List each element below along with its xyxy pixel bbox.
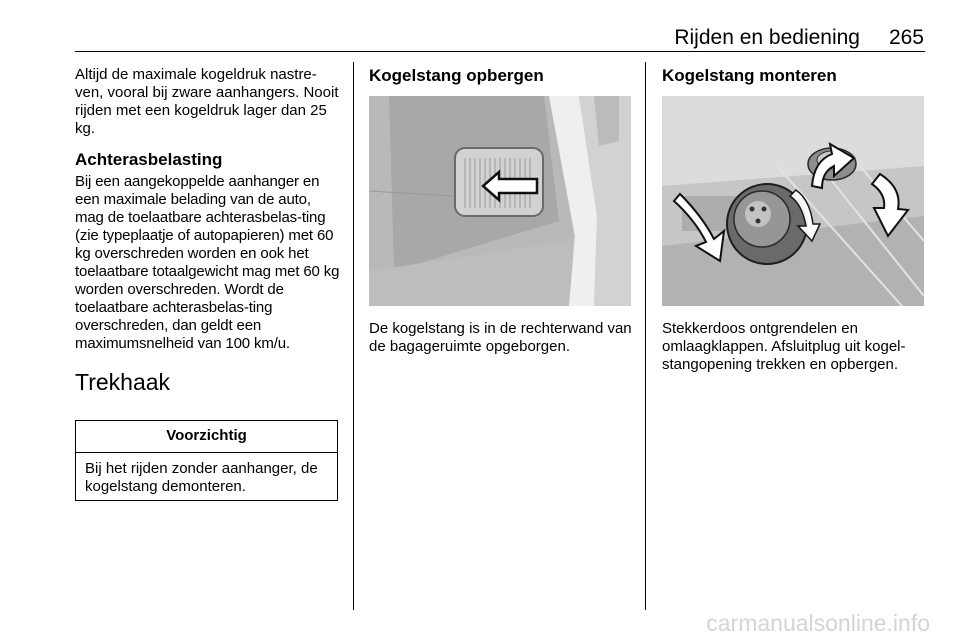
intro-paragraph: Altijd de maximale kogeldruk nastre-ven, vooral bij zware aanhangers. Nooit rijden met een kogeldruk lager dan 25 kg. [75, 66, 339, 137]
section-paragraph: Bij een aangekoppelde aanhanger en een maximale belading van de auto, mag de toelaatbare achterasbelas-ting (zie typeplaatje of autopapieren) met 60 kg overschreden worden en ook het toelaatbare totaalgewicht mag met 60 kg worden overschreden. Wordt de toelaatbare achterasbelas-ting overschreden, dan geldt een maximumsnelheid van 100 km/u. [75, 173, 340, 352]
caution-text: Bij het rijden zonder aanhanger, de kogelstang demonteren. [85, 460, 318, 495]
caution-box [75, 420, 338, 501]
right-caption: Stekkerdoos ontgrendelen en omlaagklappen. Afsluitplug uit kogel-stangopening trekken en opbergen. [662, 320, 906, 373]
chapter-heading-trekhaak: Trekhaak [75, 369, 171, 395]
page-number: 265 [888, 26, 924, 49]
column-divider-right [645, 62, 646, 610]
watermark: carmanualsonline.info [706, 610, 930, 636]
section-heading-achterasbelasting: Achterasbelasting [75, 150, 223, 169]
page-header-title: Rijden en bediening [674, 26, 860, 49]
left-column [75, 66, 341, 395]
middle-heading: Kogelstang opbergen [369, 66, 544, 85]
socket-mounting-illustration [662, 96, 924, 306]
caution-title: Voorzichtig [76, 421, 337, 453]
luggage-compartment-illustration [369, 96, 631, 306]
middle-caption: De kogelstang is in de rechterwand van de bagageruimte opgeborgen. [369, 320, 632, 355]
column-divider-left [353, 62, 354, 610]
right-heading: Kogelstang monteren [662, 66, 837, 85]
header-rule [75, 51, 925, 52]
